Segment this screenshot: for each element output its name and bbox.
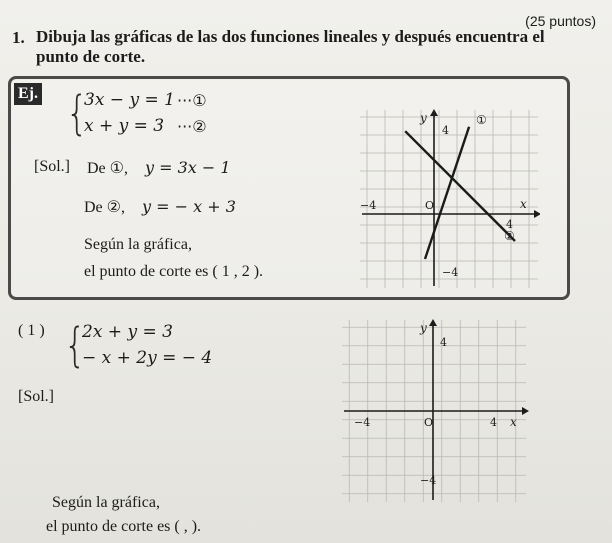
example-line1-label: ① [476,113,487,127]
problem1-x-axis-arrow-icon [522,407,529,415]
problem1-equation-2: − x + 2y = − 4 [82,348,213,368]
example-y-axis-arrow-icon [430,109,438,116]
example-badge: Ej. [14,83,42,105]
example-equation-1: 3x − y = 1 [84,90,175,110]
problem1-y-axis-arrow-icon [429,319,437,326]
system-brace-icon: { [66,86,88,140]
problem1-brace-icon: { [64,318,86,372]
example-line2-label: ② [504,229,515,243]
question-number: 1. [12,28,25,47]
problem1-tick-pos-y: 4 [440,336,447,349]
problem1-y-var: y [420,321,427,335]
problem1-conclusion-line2: el punto de corte es ( , ). [46,518,202,535]
example-tick-neg-y: −4 [442,266,459,279]
example-conclusion-line1: Según la gráfica, [84,236,192,253]
example-x-var: x [520,197,527,211]
example-graph [358,108,540,290]
problem1-equation-1: 2x + y = 3 [82,322,173,342]
example-step1-equation: y = 3x − 1 [145,158,231,177]
problem1-tick-neg-x: −4 [354,416,371,429]
problem1-x-var: x [510,415,517,429]
example-step2-prefix: De ②, [84,199,125,216]
example-conclusion-line2: el punto de corte es ( 1 , 2 ). [84,263,264,280]
problem1-tick-pos-x: 4 [490,416,497,429]
example-line-2 [405,131,515,241]
example-equation-1-mark: ···① [177,91,207,110]
problem1-number: ( 1 ) [18,322,45,339]
points-label: (25 puntos) [525,13,596,29]
example-graph-grid [360,110,538,288]
example-step2-equation: y = − x + 3 [142,197,236,216]
example-tick-neg-x: −4 [360,199,377,212]
example-line-1 [425,127,469,259]
example-sol-label: [Sol.] [34,158,70,175]
question-text-line2: punto de corte. [36,47,146,66]
problem1-graph[interactable] [340,318,530,502]
problem1-origin: O [424,416,434,429]
example-x-axis-arrow-icon [534,210,540,218]
example-equation-2-mark: ···② [177,117,207,136]
example-tick-pos-x: 4 [506,218,513,231]
example-step1-prefix: De ①, [87,160,128,177]
example-tick-pos-y: 4 [442,124,449,137]
problem1-conclusion-line1: Según la gráfica, [52,494,160,511]
example-equation-2: x + y = 3 [84,116,165,136]
problem1-tick-neg-y: −4 [420,474,437,487]
question-text-line1: Dibuja las gráficas de las dos funciones lineales y después encuentra el [36,27,545,46]
example-origin: O [425,199,435,212]
example-y-var: y [420,111,427,125]
problem1-sol-label: [Sol.] [18,388,54,405]
